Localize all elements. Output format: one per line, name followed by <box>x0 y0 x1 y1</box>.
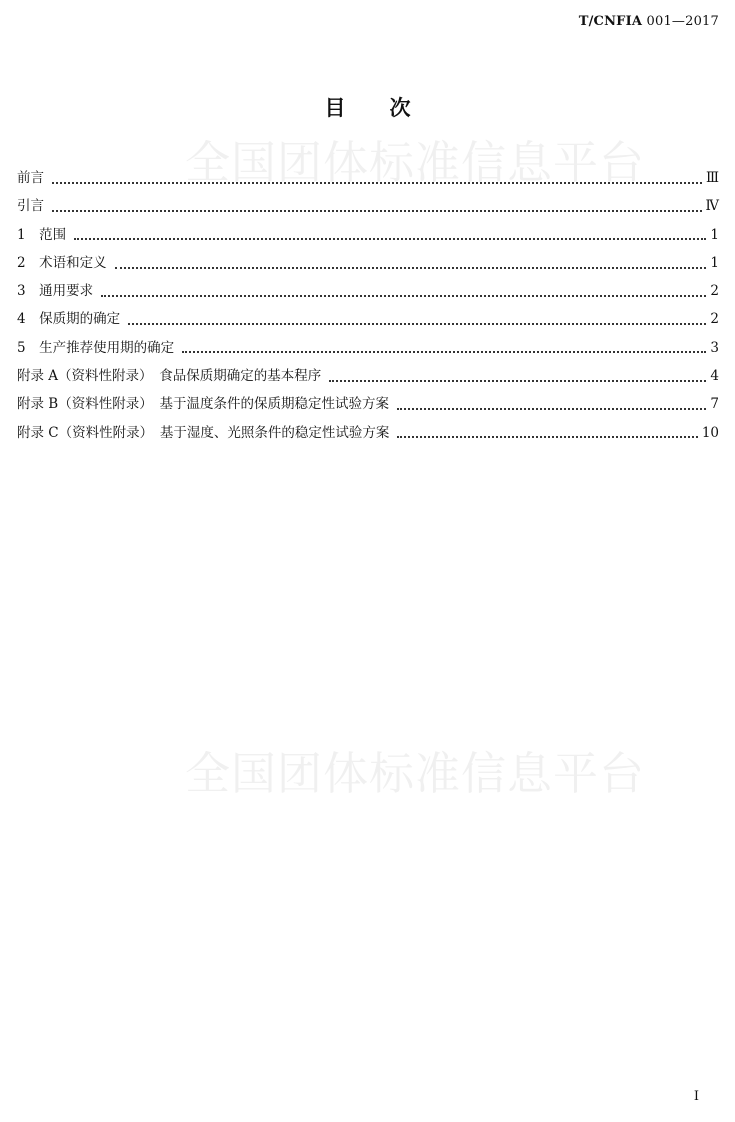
toc-entry-label: 引言 <box>17 198 44 215</box>
toc-entry-page: 2 <box>710 283 719 300</box>
table-of-contents <box>17 166 719 449</box>
toc-entry-label: 2 术语和定义 <box>17 254 107 271</box>
toc-entry-page: Ⅳ <box>705 198 719 215</box>
toc-entry-page: 3 <box>710 339 719 356</box>
toc-entry-page: 10 <box>701 424 719 441</box>
toc-entry-label: 附录 A（资料性附录） 食品保质期确定的基本程序 <box>17 368 322 385</box>
toc-entry-appendix-b[interactable] <box>17 392 719 420</box>
toc-entry-page: 2 <box>710 311 719 328</box>
standard-code <box>579 14 719 29</box>
toc-entry-label: 5 生产推荐使用期的确定 <box>17 339 175 356</box>
dot-leader <box>329 379 706 382</box>
toc-entry-foreword[interactable] <box>17 166 719 194</box>
watermark-middle: 全国团体标准信息平台 <box>185 747 646 800</box>
toc-entry-page: Ⅲ <box>705 170 719 186</box>
toc-entry-label: 附录 B（资料性附录） 基于温度条件的保质期稳定性试验方案 <box>17 396 389 413</box>
watermark-top: 全国团体标准信息平台 <box>185 136 646 189</box>
toc-entry-label: 1 范围 <box>17 226 67 243</box>
toc-entry-label: 3 通用要求 <box>17 283 94 300</box>
dot-leader <box>128 322 706 325</box>
dot-leader <box>397 407 706 410</box>
toc-entry-introduction[interactable] <box>17 194 719 222</box>
toc-entry-terms[interactable] <box>17 251 719 279</box>
dot-leader <box>74 237 706 240</box>
toc-entry-page: 1 <box>710 254 719 271</box>
toc-entry-label: 4 保质期的确定 <box>17 311 121 328</box>
dot-leader <box>52 209 702 212</box>
toc-entry-scope[interactable] <box>17 223 719 251</box>
dot-leader <box>182 350 706 353</box>
dot-leader <box>52 181 702 184</box>
toc-entry-page: 7 <box>710 396 719 413</box>
toc-entry-general-requirements[interactable] <box>17 279 719 307</box>
standard-id: T/CNFIA <box>578 14 643 29</box>
toc-entry-appendix-a[interactable] <box>17 364 719 392</box>
dot-leader <box>115 266 706 269</box>
toc-entry-shelf-life[interactable] <box>17 307 719 335</box>
toc-entry-appendix-c[interactable] <box>17 421 719 449</box>
toc-entry-label: 前言 <box>17 170 44 186</box>
standard-number: 001—2017 <box>646 14 719 29</box>
toc-entry-page: 4 <box>710 368 719 385</box>
toc-entry-page: 1 <box>710 226 719 243</box>
page-title: 目次 <box>324 96 455 120</box>
dot-leader <box>101 294 706 297</box>
page-number: I <box>693 1089 699 1104</box>
toc-entry-recommended-use-period[interactable] <box>17 336 719 364</box>
dot-leader <box>397 435 697 438</box>
toc-entry-label: 附录 C（资料性附录） 基于湿度、光照条件的稳定性试验方案 <box>17 424 390 441</box>
